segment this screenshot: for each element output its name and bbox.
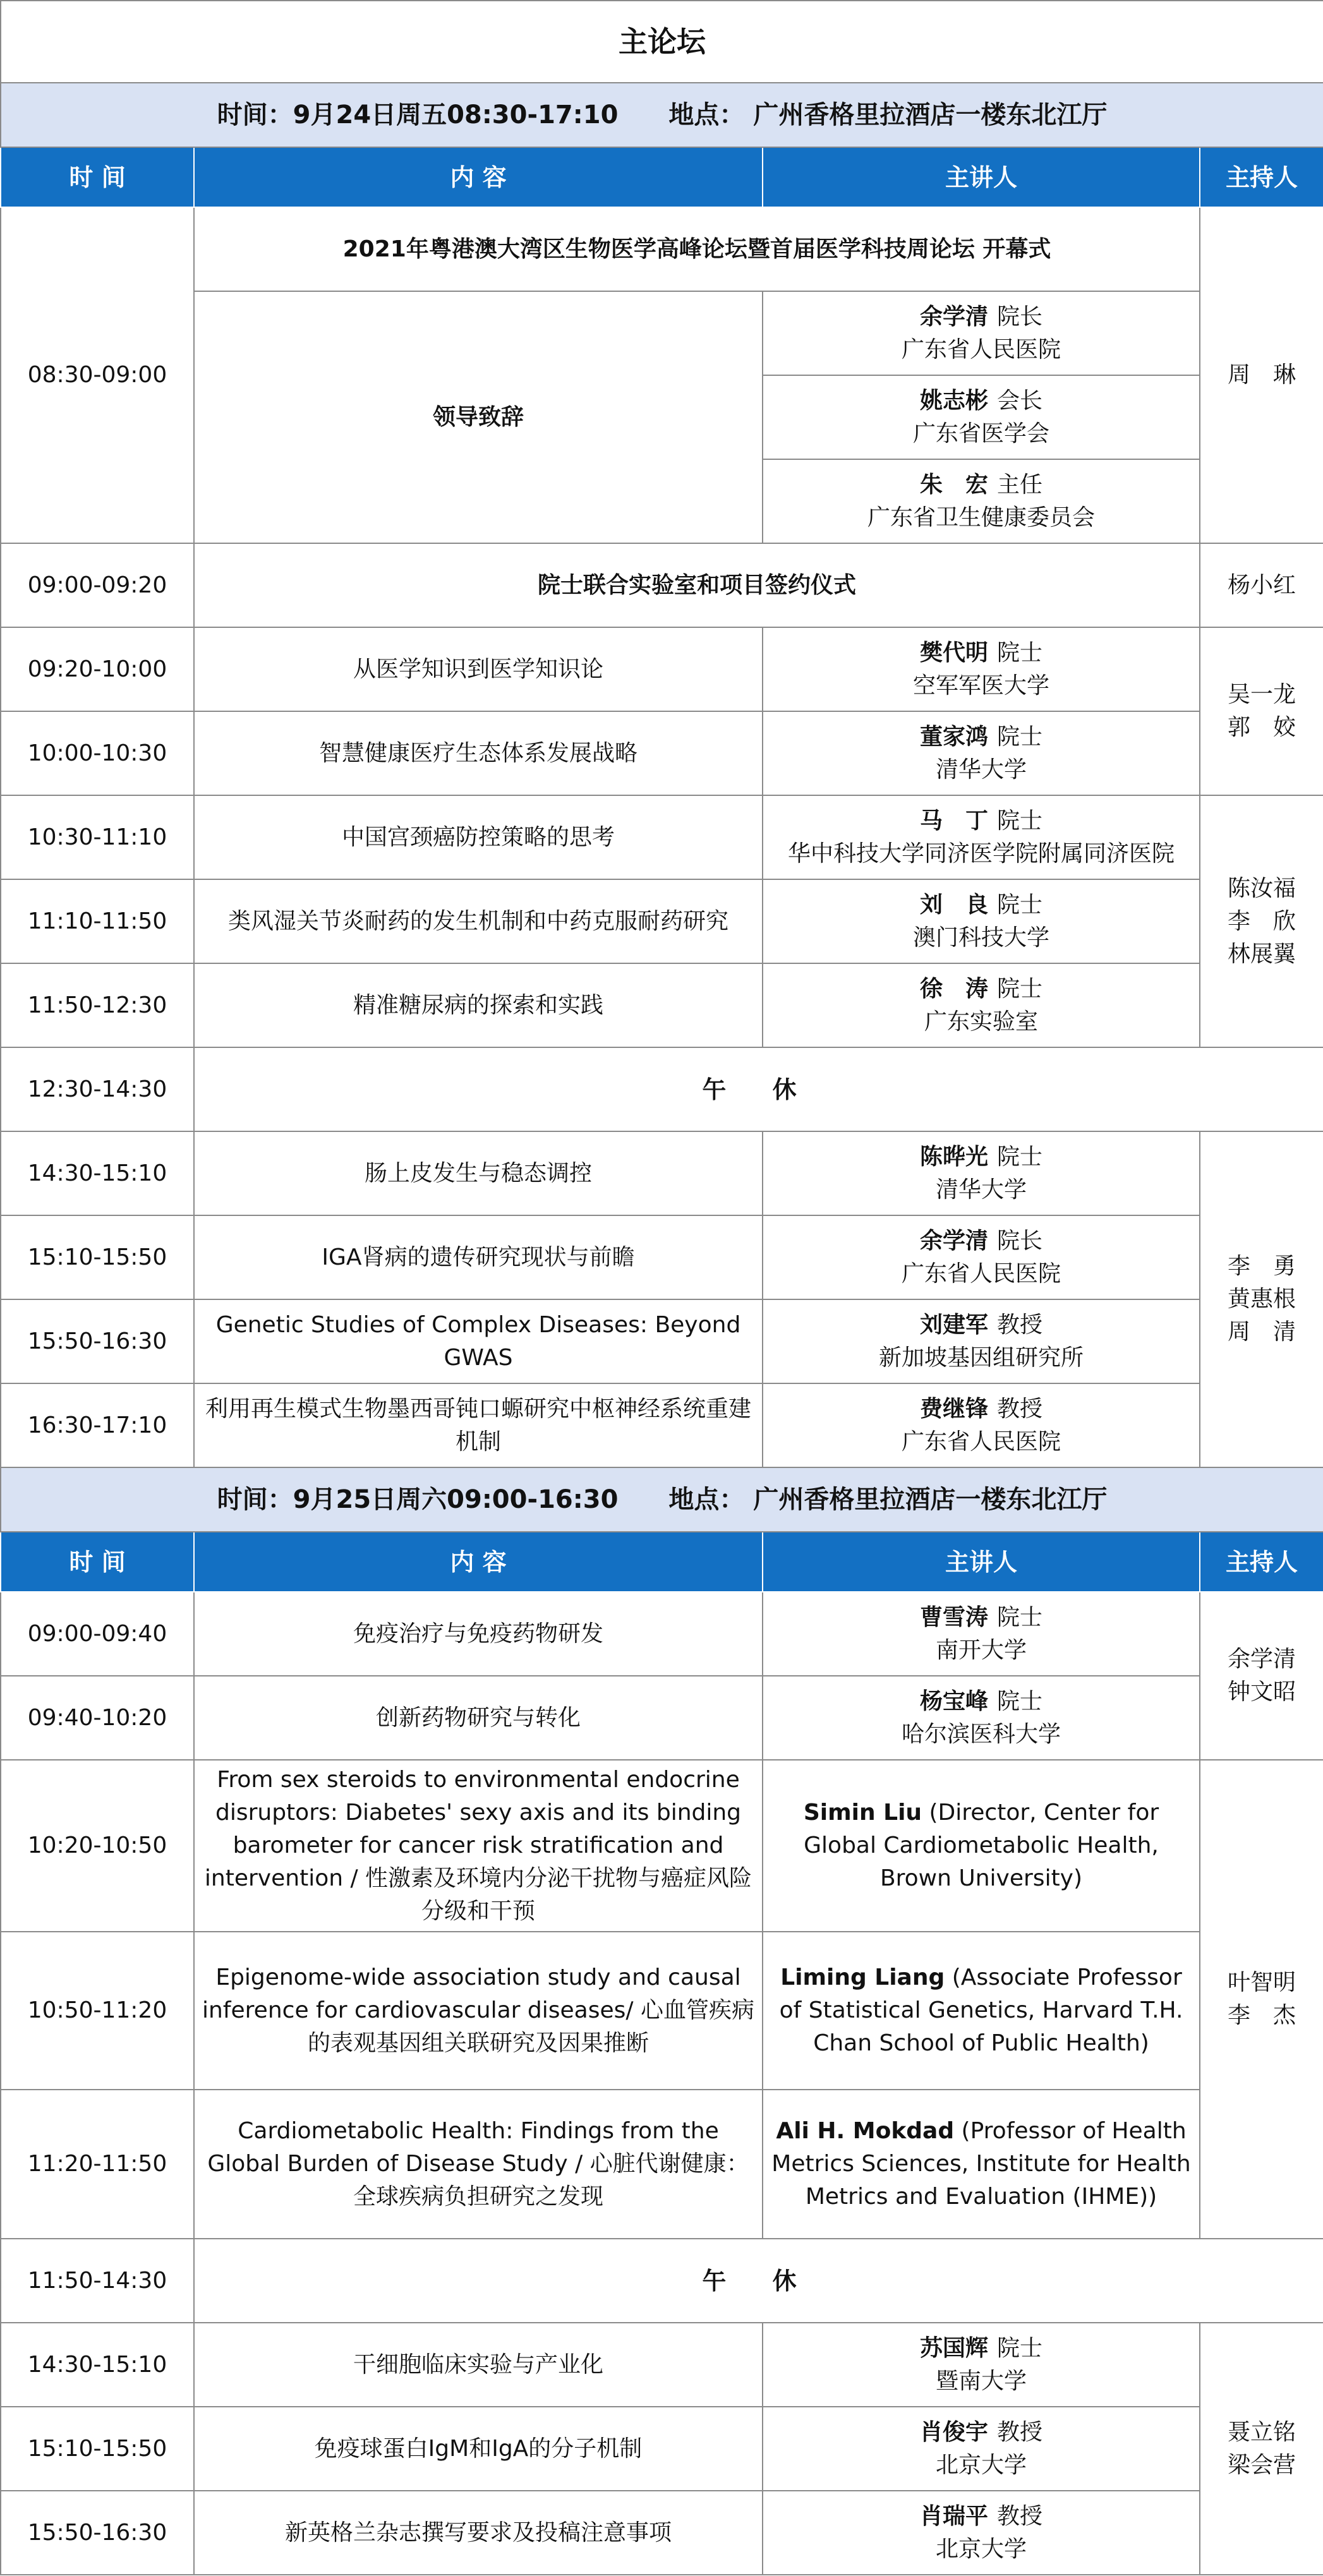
speaker-cell (763, 291, 1200, 375)
host-cell (1200, 2323, 1323, 2575)
time-cell: 10:50-11:20 (1, 1932, 194, 2090)
host-name: 杨小红 (1227, 572, 1296, 598)
speaker-cell (763, 375, 1200, 459)
time-cell: 09:40-10:20 (1, 1676, 194, 1760)
time-cell: 09:00-09:40 (1, 1592, 194, 1676)
day2-time-info: 时间：9月25日周六09:00-16:30 (217, 1485, 619, 1514)
content-cell: 2021年粤港澳大湾区生物医学高峰论坛暨首届医学科技周论坛 开幕式 (194, 207, 1200, 291)
day1-time-info: 时间：9月24日周五08:30-17:10 (217, 100, 619, 129)
speaker-cell (763, 1215, 1200, 1299)
speaker-org: 北京大学 (935, 2536, 1027, 2562)
speaker-org: 新加坡基因组研究所 (878, 1344, 1084, 1371)
speaker-org: 广东省人民医院 (901, 1428, 1061, 1455)
speaker-cell (763, 627, 1200, 711)
time-cell: 15:10-15:50 (1, 1215, 194, 1299)
host-name: 聂立铭 (1227, 2419, 1296, 2445)
content-cell: 利用再生模式生物墨西哥钝口螈研究中枢神经系统重建机制 (194, 1383, 763, 1467)
speaker-name: 肖俊宇 (919, 2419, 988, 2445)
speaker-title: 院士 (997, 723, 1043, 750)
host-cell (1200, 1131, 1323, 1467)
speaker-org: 广东省卫生健康委员会 (867, 504, 1095, 531)
time-cell: 10:30-11:10 (1, 795, 194, 879)
content-cell: IGA肾病的遗传研究现状与前瞻 (194, 1215, 763, 1299)
header-speaker: 主讲人 (763, 147, 1200, 207)
content-cell: Epigenome-wide association study and causal inference for cardiovascular diseases/ 心血管疾病的表观基因组关联研究及因果推断 (194, 1932, 763, 2090)
speaker-cell (763, 711, 1200, 795)
table-row (1, 2407, 1323, 2491)
host-cell (1200, 795, 1323, 1047)
speaker-desc: (Professor of Health Metrics Sciences, Institute for Health Metrics and Evaluation (IHME)) (771, 2118, 1191, 2210)
host-cell (1200, 627, 1323, 795)
host-name: 黄惠根 (1227, 1286, 1296, 1312)
day1-header-row (1, 147, 1323, 207)
table-row (1, 963, 1323, 1047)
speaker-cell (763, 459, 1200, 543)
content-cell: 院士联合实验室和项目签约仪式 (194, 543, 1200, 627)
time-cell: 11:10-11:50 (1, 879, 194, 963)
speaker-name: 董家鸿 (919, 723, 988, 750)
host-name: 周 清 (1227, 1319, 1296, 1345)
table-row (1, 1299, 1323, 1383)
speaker-name: Liming Liang (780, 1965, 945, 1990)
speaker-title: 教授 (997, 1395, 1043, 1422)
content-cell: 干细胞临床实验与产业化 (194, 2323, 763, 2407)
speaker-cell (763, 1676, 1200, 1760)
time-cell: 08:30-09:00 (1, 207, 194, 543)
speaker-name: 曹雪涛 (919, 1604, 988, 1630)
table-row (1, 291, 1323, 375)
speaker-org: 广东省医学会 (912, 420, 1049, 447)
header-host: 主持人 (1200, 147, 1323, 207)
speaker-name: Simin Liu (803, 1800, 922, 1826)
time-cell: 15:50-16:30 (1, 1299, 194, 1383)
table-row (1, 1383, 1323, 1467)
table-row (1, 879, 1323, 963)
time-cell: 09:20-10:00 (1, 627, 194, 711)
speaker-name: 余学清 (919, 303, 988, 330)
host-name: 郭 姣 (1227, 714, 1296, 740)
table-row (1, 1047, 1323, 1131)
day2-info (1, 1467, 1323, 1532)
speaker-title: 主任 (997, 471, 1043, 498)
table-row (1, 543, 1323, 627)
time-cell: 10:20-10:50 (1, 1760, 194, 1932)
time-cell: 11:50-14:30 (1, 2239, 194, 2323)
speaker-org: 清华大学 (935, 756, 1027, 783)
day2-place-info: 地点： 广州香格里拉酒店一楼东北江厅 (668, 1485, 1108, 1514)
title-row (1, 1, 1323, 83)
table-row (1, 2323, 1323, 2407)
content-cell: 新英格兰杂志撰写要求及投稿注意事项 (194, 2491, 763, 2575)
lunch-break: 午 休 (194, 1047, 1323, 1131)
host-name: 钟文昭 (1227, 1679, 1296, 1705)
lunch-break: 午 休 (194, 2239, 1323, 2323)
table-row (1, 1215, 1323, 1299)
page-title: 主论坛 (1, 1, 1323, 83)
time-cell: 11:20-11:50 (1, 2090, 194, 2239)
host-name: 余学清 (1227, 1646, 1296, 1672)
host-name: 林展翼 (1227, 941, 1296, 967)
table-row (1, 1760, 1323, 1932)
content-cell: 免疫治疗与免疫药物研发 (194, 1592, 763, 1676)
content-cell: 智慧健康医疗生态体系发展战略 (194, 711, 763, 795)
host-cell (1200, 1760, 1323, 2239)
speaker-title: 院士 (997, 639, 1043, 666)
table-row (1, 1131, 1323, 1215)
table-row (1, 207, 1323, 291)
speaker-title: 教授 (997, 2503, 1043, 2529)
day1-place-info: 地点： 广州香格里拉酒店一楼东北江厅 (668, 100, 1108, 129)
speaker-cell (763, 2323, 1200, 2407)
speaker-org: 广东省人民医院 (901, 1260, 1061, 1287)
table-row (1, 1592, 1323, 1676)
day1-info-row (1, 83, 1323, 147)
speaker-title: 教授 (997, 1311, 1043, 1338)
host-cell (1200, 543, 1323, 627)
content-cell: 肠上皮发生与稳态调控 (194, 1131, 763, 1215)
speaker-org: 广东省人民医院 (901, 336, 1061, 363)
speaker-cell (763, 2407, 1200, 2491)
day1-info (1, 83, 1323, 147)
speaker-title: 会长 (997, 387, 1043, 414)
speaker-cell (763, 1383, 1200, 1467)
speaker-cell (763, 1131, 1200, 1215)
time-cell: 16:30-17:10 (1, 1383, 194, 1467)
speaker-name: 姚志彬 (919, 387, 988, 414)
speaker-name: 余学清 (919, 1227, 988, 1254)
header-content: 内 容 (194, 1532, 763, 1592)
speaker-cell (763, 2090, 1200, 2239)
speaker-org: 哈尔滨医科大学 (901, 1721, 1061, 1747)
speaker-name: 刘建军 (919, 1311, 988, 1338)
speaker-title: 教授 (997, 2419, 1043, 2445)
content-cell: 领导致辞 (194, 291, 763, 543)
speaker-title: 院士 (997, 975, 1043, 1002)
header-content: 内 容 (194, 147, 763, 207)
speaker-cell (763, 963, 1200, 1047)
host-cell (1200, 1592, 1323, 1760)
speaker-name: 樊代明 (919, 639, 988, 666)
speaker-org: 澳门科技大学 (912, 924, 1049, 951)
speaker-name: Ali H. Mokdad (776, 2118, 955, 2144)
speaker-org: 南开大学 (935, 1637, 1027, 1663)
host-name: 叶智明 (1227, 1970, 1296, 1995)
speaker-title: 院长 (997, 1227, 1043, 1254)
speaker-title: 院士 (997, 891, 1043, 918)
speaker-name: 陈晔光 (919, 1143, 988, 1170)
time-cell: 11:50-12:30 (1, 963, 194, 1047)
speaker-name: 徐 涛 (919, 975, 988, 1002)
time-cell: 14:30-15:10 (1, 1131, 194, 1215)
host-name: 吴一龙 (1227, 682, 1296, 707)
speaker-desc: (Associate Professor of Statistical Genetics, Harvard T.H. Chan School of Public Health) (779, 1965, 1183, 2056)
speaker-title: 院士 (997, 2335, 1043, 2361)
table-row (1, 795, 1323, 879)
host-name: 李 勇 (1227, 1253, 1296, 1279)
speaker-title: 院士 (997, 1143, 1043, 1170)
day2-header-row (1, 1532, 1323, 1592)
speaker-name: 刘 良 (919, 891, 988, 918)
speaker-title: 院长 (997, 303, 1043, 330)
speaker-cell (763, 1299, 1200, 1383)
table-row (1, 2090, 1323, 2239)
table-row (1, 2491, 1323, 2575)
speaker-cell (763, 795, 1200, 879)
time-cell: 15:10-15:50 (1, 2407, 194, 2491)
speaker-title: 院士 (997, 1688, 1043, 1714)
time-cell: 09:00-09:20 (1, 543, 194, 627)
day2-info-row (1, 1467, 1323, 1532)
host-name: 李 欣 (1227, 908, 1296, 934)
table-row (1, 711, 1323, 795)
speaker-org: 清华大学 (935, 1176, 1027, 1203)
speaker-org: 北京大学 (935, 2452, 1027, 2478)
host-name: 陈汝福 (1227, 875, 1296, 901)
speaker-cell (763, 879, 1200, 963)
content-cell: 中国宫颈癌防控策略的思考 (194, 795, 763, 879)
header-time: 时 间 (1, 147, 194, 207)
content-cell: 创新药物研究与转化 (194, 1676, 763, 1760)
host-cell (1200, 207, 1323, 543)
speaker-name: 朱 宏 (919, 471, 988, 498)
speaker-name: 马 丁 (919, 807, 988, 834)
content-cell: 从医学知识到医学知识论 (194, 627, 763, 711)
speaker-org: 空军军医大学 (912, 672, 1049, 699)
content-cell: Cardiometabolic Health: Findings from the Global Burden of Disease Study / 心脏代谢健康：全球疾病负担研究之发现 (194, 2090, 763, 2239)
speaker-cell (763, 1760, 1200, 1932)
speaker-name: 肖瑞平 (919, 2503, 988, 2529)
content-cell: Genetic Studies of Complex Diseases: Beyond GWAS (194, 1299, 763, 1383)
time-cell: 14:30-15:10 (1, 2323, 194, 2407)
content-cell: 类风湿关节炎耐药的发生机制和中药克服耐药研究 (194, 879, 763, 963)
speaker-cell (763, 1592, 1200, 1676)
time-cell: 12:30-14:30 (1, 1047, 194, 1131)
host-name: 梁会营 (1227, 2452, 1296, 2478)
speaker-name: 杨宝峰 (919, 1688, 988, 1714)
content-cell: From sex steroids to environmental endocrine disruptors: Diabetes' sexy axis and its binding barometer for cancer risk stratification and intervention / 性激素及环境内分泌干扰物与癌症风险分级和干预 (194, 1760, 763, 1932)
table-row (1, 627, 1323, 711)
host-name: 李 杰 (1227, 2002, 1296, 2028)
content-cell: 免疫球蛋白IgM和IgA的分子机制 (194, 2407, 763, 2491)
header-host: 主持人 (1200, 1532, 1323, 1592)
speaker-org: 华中科技大学同济医学院附属同济医院 (787, 840, 1175, 867)
speaker-org: 暨南大学 (935, 2368, 1027, 2394)
table-row (1, 1932, 1323, 2090)
table-row (1, 1676, 1323, 1760)
speaker-name: 费继锋 (919, 1395, 988, 1422)
content-cell: 精准糖尿病的探索和实践 (194, 963, 763, 1047)
header-speaker: 主讲人 (763, 1532, 1200, 1592)
header-time: 时 间 (1, 1532, 194, 1592)
speaker-title: 院士 (997, 1604, 1043, 1630)
speaker-name: 苏国辉 (919, 2335, 988, 2361)
speaker-desc: (Director, Center for Global Cardiometabolic Health, Brown University) (804, 1800, 1159, 1891)
speaker-cell (763, 1932, 1200, 2090)
speaker-cell (763, 2491, 1200, 2575)
time-cell: 15:50-16:30 (1, 2491, 194, 2575)
speaker-org: 广东实验室 (924, 1008, 1038, 1035)
host-name: 周 琳 (1227, 362, 1296, 388)
speaker-title: 院士 (997, 807, 1043, 834)
time-cell: 10:00-10:30 (1, 711, 194, 795)
table-row (1, 2239, 1323, 2323)
